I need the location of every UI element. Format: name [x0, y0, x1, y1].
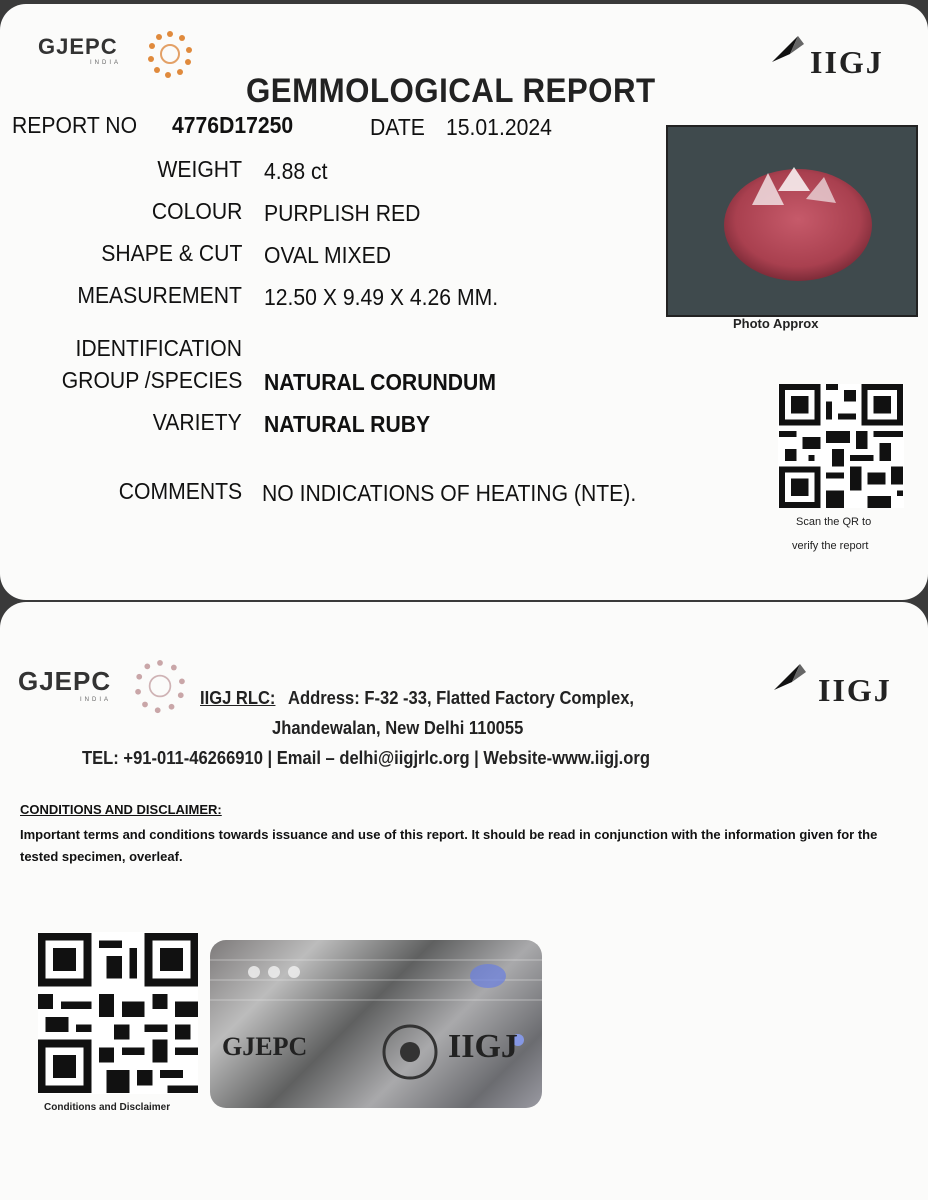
variety-label: VARIETY: [153, 409, 242, 435]
contact-line: TEL: +91-011-46266910 | Email – delhi@iigjrlc.org | Website-www.iigj.org: [82, 748, 650, 768]
iigj-logo-text: IIGJ: [810, 44, 884, 80]
report-front-card: [0, 4, 928, 600]
address-line1: Address: F-32 -33, Flatted Factory Complex,: [288, 688, 635, 708]
group-species-label: GROUP /SPECIES: [61, 367, 242, 393]
gjepc-logo: [38, 34, 121, 66]
iigj-arrow-icon: [770, 660, 810, 700]
report-no-value: 4776D17250: [172, 112, 294, 138]
weight-value: 4.88 ct: [264, 158, 328, 184]
report-no-label: REPORT NO: [12, 112, 138, 138]
conditions-qr-caption: Conditions and Disclaimer: [44, 1102, 171, 1113]
conditions-qr-code[interactable]: [38, 932, 198, 1094]
qr-caption-line1: Scan the QR to: [796, 516, 872, 528]
report-title: GEMMOLOGICAL REPORT: [246, 72, 656, 110]
address-line2: Jhandewalan, New Delhi 110055: [272, 718, 524, 738]
variety-value: NATURAL RUBY: [264, 411, 431, 437]
gjepc-logo-text: GJEPC: [38, 34, 118, 59]
report-back-card: [0, 602, 928, 1200]
gjepc-logo-sub: INDIA: [90, 60, 122, 66]
identification-label: IDENTIFICATION: [75, 335, 242, 361]
hologram-iigj-text: IIGJ: [448, 1028, 518, 1065]
iigj-logo-text: IIGJ: [818, 672, 892, 708]
qr-code-icon: [778, 384, 904, 508]
colour-value: PURPLISH RED: [264, 200, 421, 226]
hologram-pattern-icon: [210, 940, 542, 1108]
gjepc-sun-icon: [130, 656, 190, 716]
comments-label: COMMENTS: [118, 478, 242, 504]
qr-code-icon: [38, 932, 198, 1094]
gjepc-sun-icon: [144, 28, 196, 80]
comments-value: NO INDICATIONS OF HEATING (NTE).: [262, 480, 637, 506]
photo-caption: Photo Approx: [733, 316, 819, 331]
gjepc-logo-back: [18, 666, 111, 703]
gjepc-logo-sub: INDIA: [80, 697, 112, 703]
conditions-heading: CONDITIONS AND DISCLAIMER:: [20, 802, 222, 817]
iigj-arrow-icon: [768, 32, 808, 72]
measurement-label: MEASUREMENT: [77, 282, 242, 308]
date-value: 15.01.2024: [446, 114, 552, 140]
date-label: DATE: [370, 114, 425, 140]
group-species-value: NATURAL CORUNDUM: [264, 369, 496, 395]
shape-cut-label: SHAPE & CUT: [100, 240, 242, 266]
weight-label: WEIGHT: [157, 156, 242, 182]
ruby-gem-icon: [668, 127, 916, 315]
gjepc-logo-text: GJEPC: [18, 666, 112, 696]
gemstone-photo: [666, 125, 918, 317]
security-hologram: [210, 940, 542, 1108]
colour-label: COLOUR: [151, 198, 242, 224]
address-prefix: IIGJ RLC:: [200, 688, 276, 708]
measurement-value: 12.50 X 9.49 X 4.26 MM.: [264, 284, 499, 310]
qr-caption-line2: verify the report: [792, 540, 869, 552]
shape-cut-value: OVAL MIXED: [264, 242, 392, 268]
hologram-gjepc-text: GJEPC: [222, 1032, 308, 1061]
conditions-body: Important terms and conditions towards issuance and use of this report. It should be read in conjunction with the information given for the tested specimen, overleaf.: [20, 827, 878, 864]
verify-qr-code[interactable]: [778, 384, 904, 508]
